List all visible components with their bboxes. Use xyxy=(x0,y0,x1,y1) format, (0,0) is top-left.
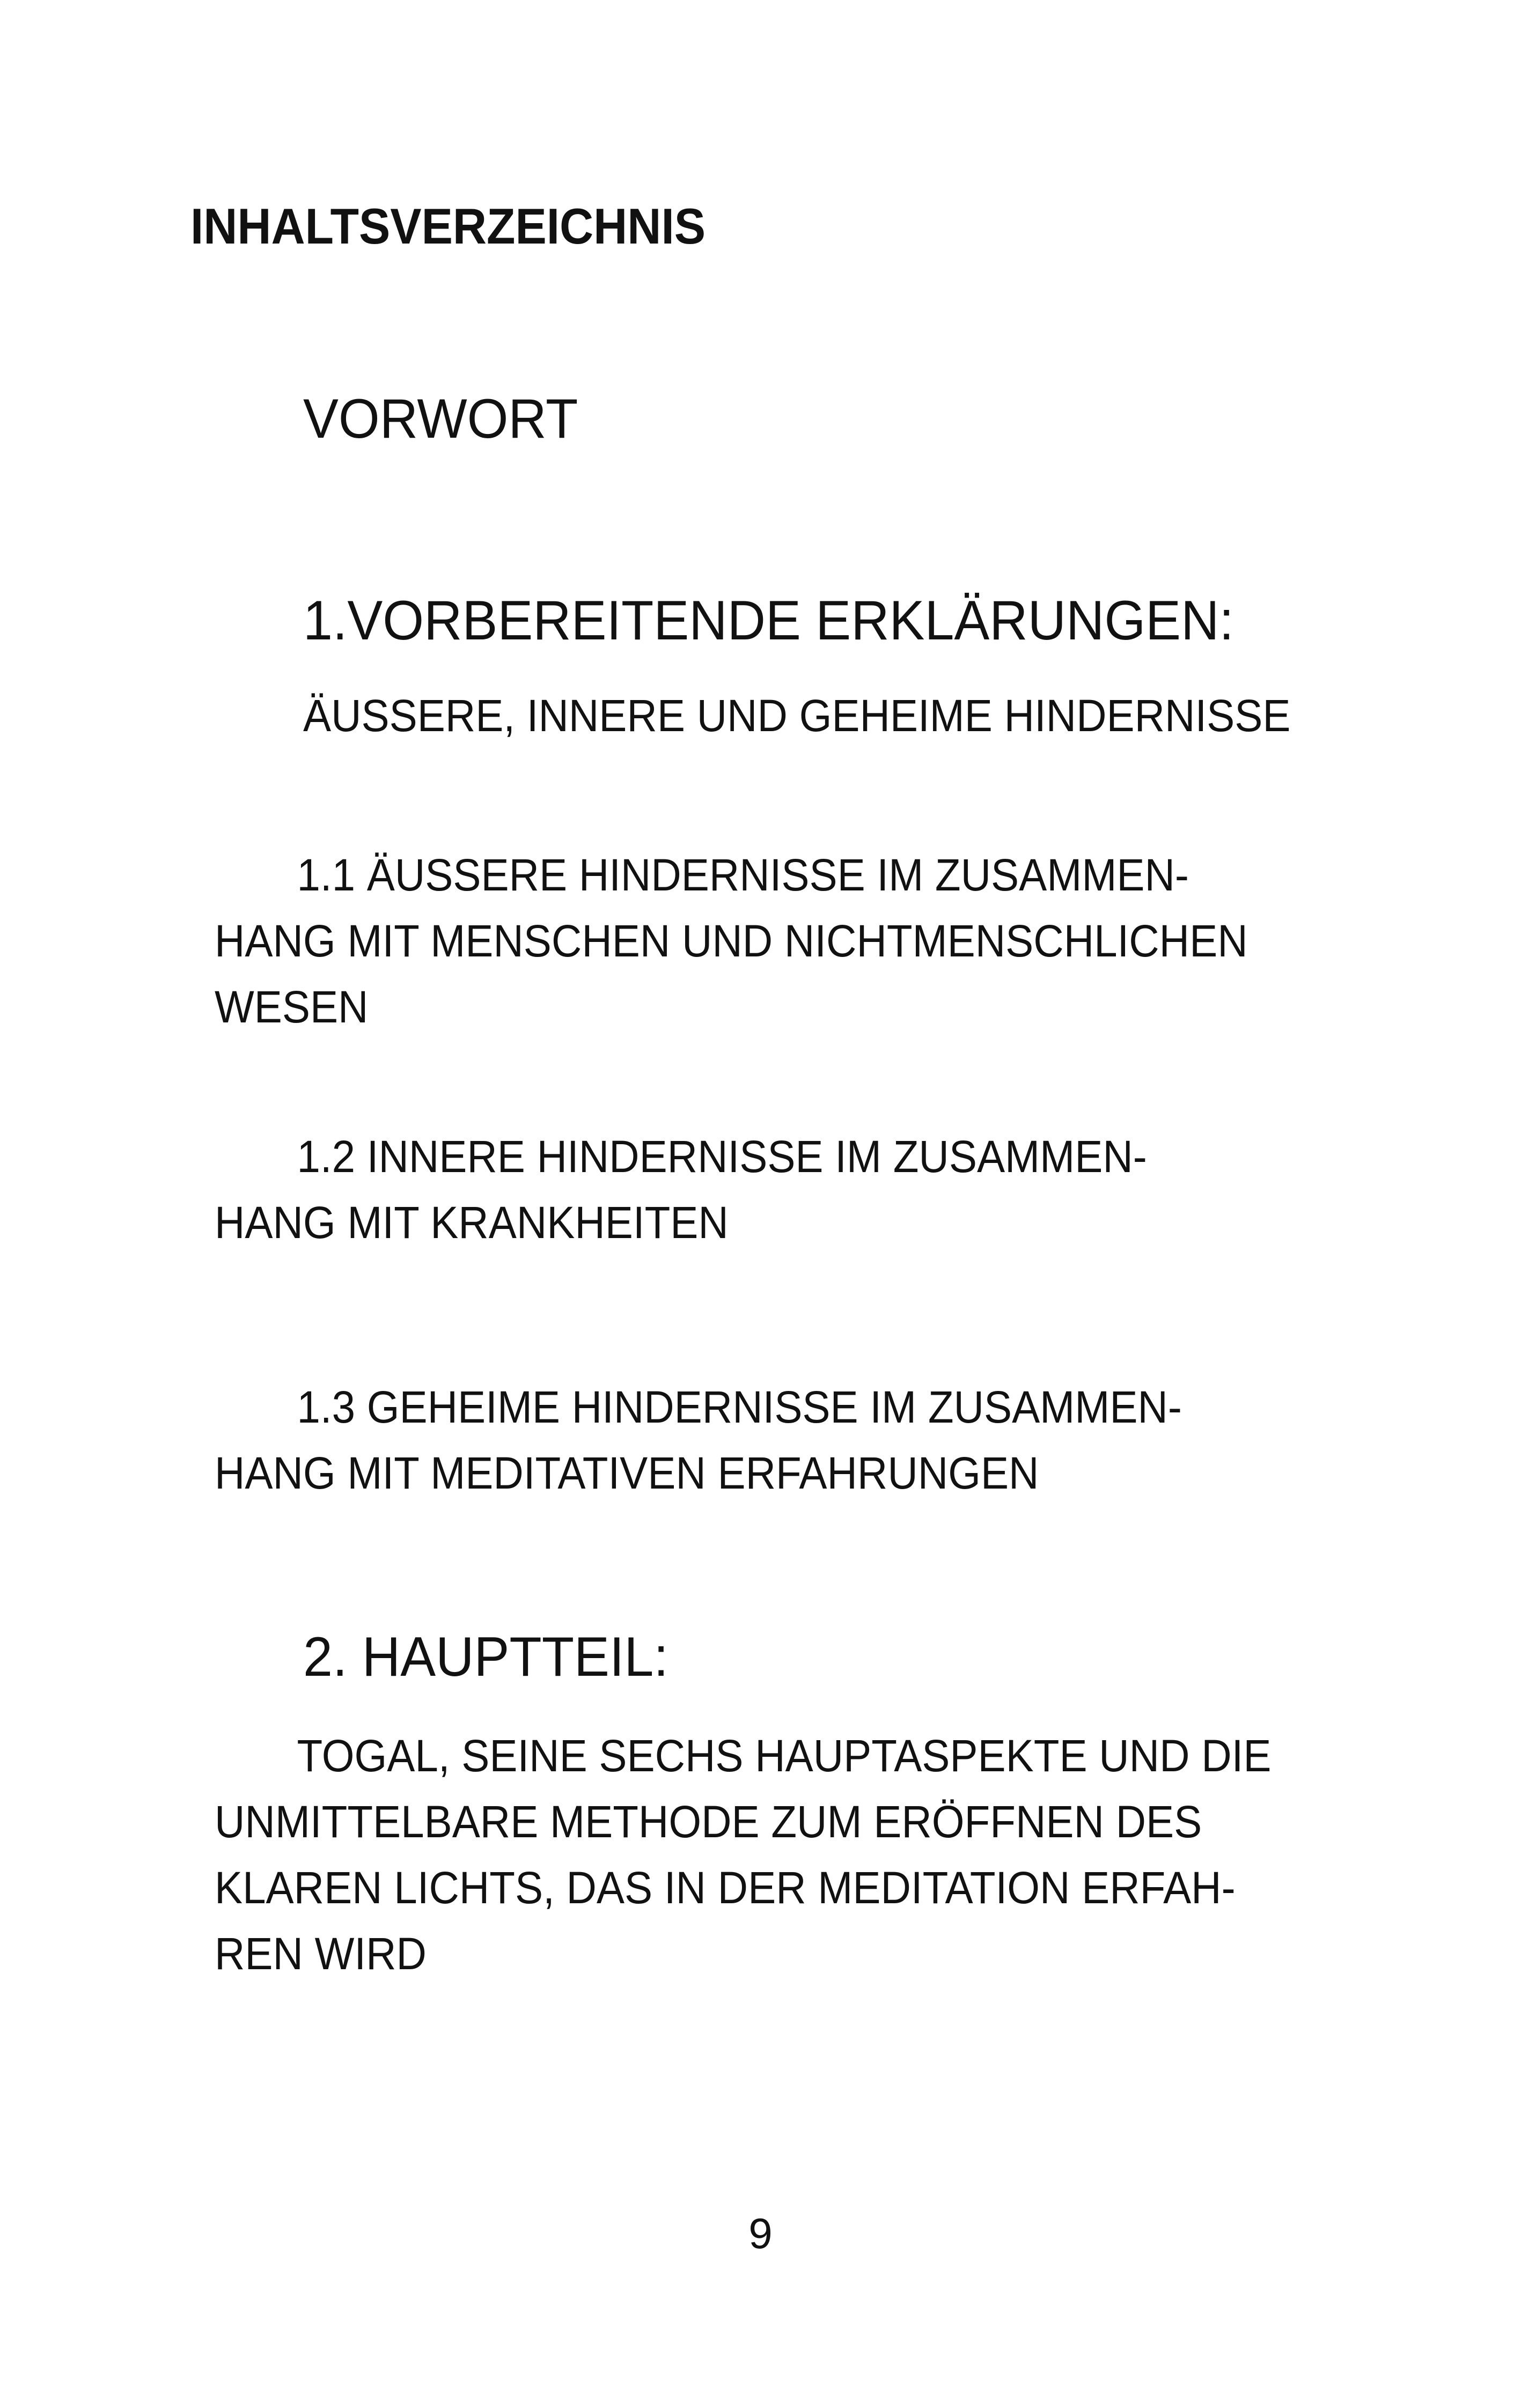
toc-entry-part2-line: KLAREN LICHTS, DAS IN DER MEDITATION ERFAH- xyxy=(215,1862,1236,1913)
toc-entry-1-1-line: 1.1 ÄUSSERE HINDERNISSE IM ZUSAMMEN- xyxy=(297,850,1189,900)
toc-entry-1-3-line: HANG MIT MEDITATIVEN ERFAHRUNGEN xyxy=(215,1448,1039,1498)
page-number: 9 xyxy=(748,2210,773,2257)
toc-entry-1-2-line: 1.2 INNERE HINDERNISSE IM ZUSAMMEN- xyxy=(297,1131,1147,1182)
toc-entry-part2-description xyxy=(215,1723,1373,1987)
toc-entry-1-2 xyxy=(215,1124,1373,1256)
toc-entry-1-2-line: HANG MIT KRANKHEITEN xyxy=(215,1197,729,1248)
toc-entry-part1-heading: 1.VORBEREITENDE ERKLÄRUNGEN: xyxy=(303,590,1234,652)
toc-entry-part2-line: TOGAL, SEINE SECHS HAUPTASPEKTE UND DIE xyxy=(297,1730,1272,1781)
toc-entry-1-3-line: 1.3 GEHEIME HINDERNISSE IM ZUSAMMEN- xyxy=(297,1382,1182,1432)
toc-entry-part2-line: REN WIRD xyxy=(215,1928,427,1979)
toc-entry-part2-heading: 2. HAUPTTEIL: xyxy=(303,1626,668,1688)
toc-entry-vorwort: VORWORT xyxy=(303,388,578,450)
toc-entry-1-3 xyxy=(215,1374,1373,1506)
toc-entry-1-1-line: HANG MIT MENSCHEN UND NICHTMENSCHLICHEN xyxy=(215,916,1248,966)
toc-entry-part1-subtitle: ÄUSSERE, INNERE UND GEHEIME HINDERNISSE xyxy=(303,690,1291,741)
toc-title: INHALTSVERZEICHNIS xyxy=(190,198,706,254)
toc-entry-1-1 xyxy=(215,842,1373,1040)
toc-entry-1-1-line: WESEN xyxy=(215,982,369,1032)
toc-entry-part2-line: UNMITTELBARE METHODE ZUM ERÖFFNEN DES xyxy=(215,1796,1202,1847)
